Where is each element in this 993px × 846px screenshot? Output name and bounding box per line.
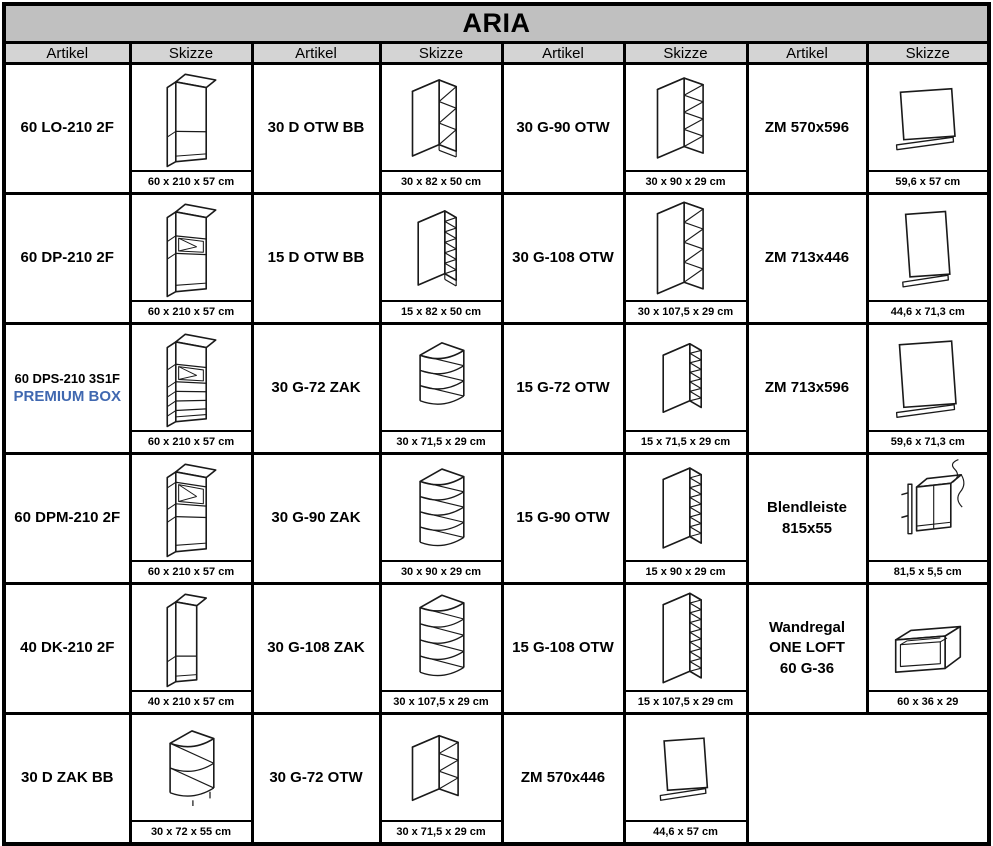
narrow-open-shelf-6-sketch <box>626 325 746 430</box>
article-cell <box>502 714 624 845</box>
sketch-cell <box>867 64 989 194</box>
base-corner-shelf-3-sketch <box>132 715 251 820</box>
article-label: ZM 570x446 <box>504 768 623 788</box>
sketch-cell <box>624 454 747 584</box>
column-header-row <box>4 43 989 64</box>
panel-713x596-sketch <box>869 325 988 430</box>
column-header-artikel: Artikel <box>747 43 867 64</box>
column-header-artikel: Artikel <box>252 43 380 64</box>
sketch-cell <box>867 584 989 714</box>
article-cell <box>4 194 130 324</box>
sketch-cell <box>130 194 252 324</box>
article-label: PREMIUM BOX <box>6 387 129 407</box>
sketch-cell <box>130 584 252 714</box>
panel-713x446-sketch <box>869 195 988 300</box>
sketch-cell <box>130 64 252 194</box>
dimensions-label: 40 x 210 x 57 cm <box>132 690 251 712</box>
sketch-cell <box>624 584 747 714</box>
article-cell <box>252 64 380 194</box>
tall-cabinet-dp-sketch <box>132 195 251 300</box>
title-row <box>4 4 989 43</box>
dimensions-label: 60 x 210 x 57 cm <box>132 560 251 582</box>
table-row <box>4 324 989 454</box>
article-label: 30 G-72 ZAK <box>254 378 379 398</box>
article-cell <box>502 324 624 454</box>
sketch-cell <box>130 454 252 584</box>
article-label: 30 G-90 OTW <box>504 118 623 138</box>
sketch-cell <box>624 714 747 845</box>
article-label: Wandregal <box>749 618 866 638</box>
table-row <box>4 454 989 584</box>
dimensions-label: 59,6 x 71,3 cm <box>869 430 988 452</box>
article-cell <box>4 584 130 714</box>
sketch-cell <box>624 64 747 194</box>
column-header-skizze: Skizze <box>380 43 502 64</box>
table-row <box>4 714 989 845</box>
corner-shelf-5-sketch <box>382 455 501 560</box>
article-label: 30 D OTW BB <box>254 118 379 138</box>
article-label: 30 G-108 OTW <box>504 248 623 268</box>
article-cell <box>502 584 624 714</box>
sketch-cell <box>380 194 502 324</box>
tall-cabinet-lo-sketch <box>132 65 251 170</box>
dimensions-label: 59,6 x 57 cm <box>869 170 988 192</box>
article-label: 15 G-72 OTW <box>504 378 623 398</box>
sketch-cell <box>130 714 252 845</box>
article-label: 30 G-72 OTW <box>254 768 379 788</box>
dimensions-label: 30 x 107,5 x 29 cm <box>382 690 501 712</box>
dimensions-label: 15 x 82 x 50 cm <box>382 300 501 322</box>
column-header-skizze: Skizze <box>867 43 989 64</box>
article-label: Blendleiste <box>749 498 866 518</box>
dimensions-label: 30 x 72 x 55 cm <box>132 820 251 842</box>
dimensions-label: 81,5 x 5,5 cm <box>869 560 988 582</box>
dimensions-label: 44,6 x 57 cm <box>626 820 746 842</box>
narrow-open-shelf-7-sketch <box>626 455 746 560</box>
sketch-cell <box>130 324 252 454</box>
panel-570x446-sketch <box>626 715 746 820</box>
article-label: ZM 713x446 <box>749 248 866 268</box>
column-header-skizze: Skizze <box>624 43 747 64</box>
article-cell <box>747 584 867 714</box>
sketch-cell <box>380 454 502 584</box>
narrow-open-shelf-6-plinth-sketch <box>382 195 501 300</box>
dimensions-label: 30 x 107,5 x 29 cm <box>626 300 746 322</box>
corner-shelf-4-sketch <box>382 325 501 430</box>
article-label: 40 DK-210 2F <box>6 638 129 658</box>
article-cell <box>252 454 380 584</box>
dimensions-label: 44,6 x 71,3 cm <box>869 300 988 322</box>
article-label: 60 LO-210 2F <box>6 118 129 138</box>
article-label: ZM 570x596 <box>749 118 866 138</box>
article-cell <box>4 714 130 845</box>
article-label: ZM 713x596 <box>749 378 866 398</box>
table-row <box>4 194 989 324</box>
article-label: 60 DPS-210 3S1F <box>6 370 129 388</box>
table-row <box>4 64 989 194</box>
sketch-cell <box>867 454 989 584</box>
dimensions-label: 60 x 210 x 57 cm <box>132 300 251 322</box>
tall-cabinet-dps-sketch <box>132 325 251 430</box>
narrow-open-shelf-8-sketch <box>626 585 746 690</box>
wall-open-shelf-4-sketch <box>626 65 746 170</box>
sketch-cell <box>380 64 502 194</box>
dimensions-label: 30 x 71,5 x 29 cm <box>382 430 501 452</box>
dimensions-label: 60 x 210 x 57 cm <box>132 170 251 192</box>
article-cell <box>747 194 867 324</box>
sketch-cell <box>624 324 747 454</box>
sketch-cell <box>867 324 989 454</box>
empty-cell <box>747 714 989 845</box>
article-cell <box>747 454 867 584</box>
article-cell <box>252 194 380 324</box>
page-title: ARIA <box>4 4 989 43</box>
article-cell <box>502 64 624 194</box>
table-row <box>4 584 989 714</box>
column-header-artikel: Artikel <box>4 43 130 64</box>
column-header-skizze: Skizze <box>130 43 252 64</box>
dimensions-label: 15 x 90 x 29 cm <box>626 560 746 582</box>
tall-cabinet-dk-sketch <box>132 585 251 690</box>
dimensions-label: 60 x 210 x 57 cm <box>132 430 251 452</box>
dimensions-label: 15 x 71,5 x 29 cm <box>626 430 746 452</box>
article-label: 30 G-108 ZAK <box>254 638 379 658</box>
dimensions-label: 30 x 71,5 x 29 cm <box>382 820 501 842</box>
dimensions-label: 60 x 36 x 29 <box>869 690 988 712</box>
article-cell <box>502 194 624 324</box>
dimensions-label: 30 x 82 x 50 cm <box>382 170 501 192</box>
panel-570x596-sketch <box>869 65 988 170</box>
tall-cabinet-dpm-sketch <box>132 455 251 560</box>
article-cell <box>4 454 130 584</box>
article-label: 60 DPM-210 2F <box>6 508 129 528</box>
article-cell <box>4 64 130 194</box>
article-cell <box>4 324 130 454</box>
wall-frame-shelf-sketch <box>869 585 988 690</box>
wall-open-shelf-3-sketch <box>382 715 501 820</box>
article-label: 15 G-108 OTW <box>504 638 623 658</box>
article-cell <box>502 454 624 584</box>
dimensions-label: 30 x 90 x 29 cm <box>626 170 746 192</box>
dimensions-label: 15 x 107,5 x 29 cm <box>626 690 746 712</box>
sketch-cell <box>380 584 502 714</box>
article-cell <box>747 64 867 194</box>
article-label: 30 G-90 ZAK <box>254 508 379 528</box>
article-cell <box>252 324 380 454</box>
article-label: 15 D OTW BB <box>254 248 379 268</box>
corner-shelf-5-tall-sketch <box>382 585 501 690</box>
wall-open-shelf-4-tall-sketch <box>626 195 746 300</box>
base-open-shelf-3-sketch <box>382 65 501 170</box>
dimensions-label: 30 x 90 x 29 cm <box>382 560 501 582</box>
article-cell <box>252 584 380 714</box>
column-header-artikel: Artikel <box>502 43 624 64</box>
article-label: ONE LOFT <box>749 638 866 658</box>
sketch-cell <box>380 324 502 454</box>
article-label: 60 G-36 <box>749 659 866 679</box>
article-label: 815x55 <box>749 519 866 539</box>
article-label: 15 G-90 OTW <box>504 508 623 528</box>
sketch-cell <box>624 194 747 324</box>
article-cell <box>252 714 380 845</box>
article-label: 60 DP-210 2F <box>6 248 129 268</box>
aria-catalog-table <box>2 2 991 846</box>
blende-cabinet-sketch <box>869 455 988 560</box>
sketch-cell <box>867 194 989 324</box>
article-label: 30 D ZAK BB <box>6 768 129 788</box>
sketch-cell <box>380 714 502 845</box>
article-cell <box>747 324 867 454</box>
